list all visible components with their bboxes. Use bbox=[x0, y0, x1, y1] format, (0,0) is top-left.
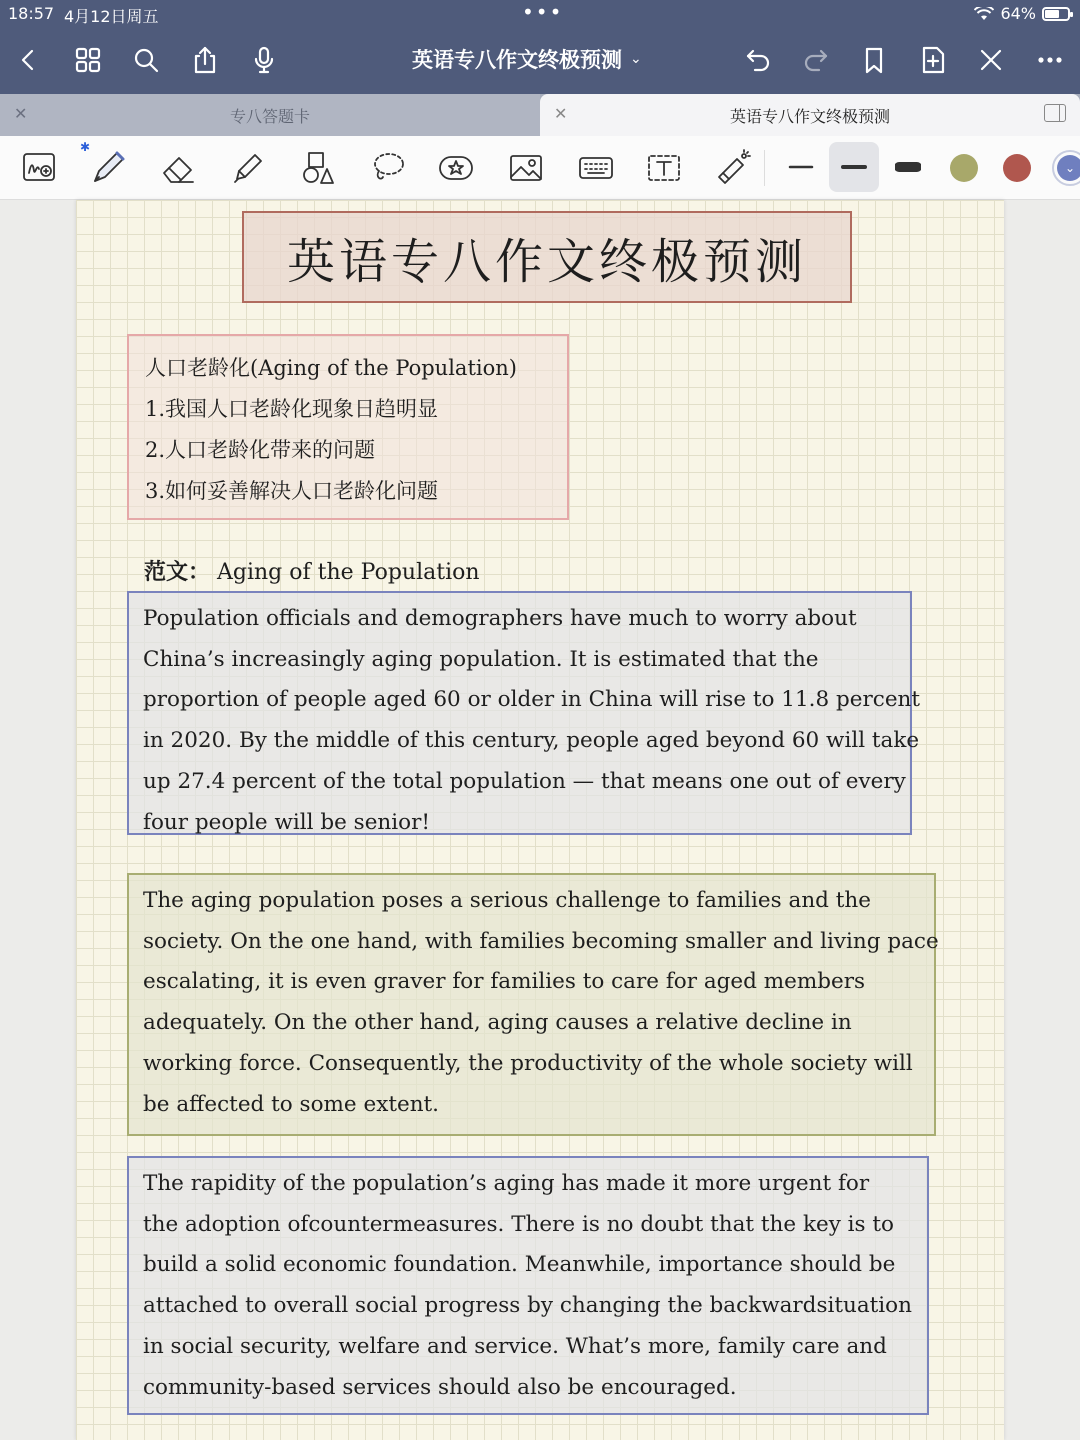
paragraph-line: society. On the one hand, with families becoming smaller and living pace bbox=[143, 928, 939, 954]
back-button[interactable] bbox=[8, 40, 48, 80]
paragraph-line: working force. Consequently, the productivity of the whole society will bbox=[143, 1050, 913, 1076]
document-title-menu[interactable] bbox=[412, 44, 642, 74]
search-button[interactable] bbox=[126, 40, 166, 80]
keyboard-icon bbox=[577, 149, 615, 187]
redo-button[interactable] bbox=[796, 40, 836, 80]
text-tool[interactable] bbox=[640, 144, 688, 192]
image-tool[interactable] bbox=[502, 144, 550, 192]
paragraph-box-1 bbox=[127, 591, 921, 835]
stroke-thin[interactable] bbox=[776, 142, 826, 192]
outline-line: 1.我国人口老龄化现象日趋明显 bbox=[145, 397, 439, 421]
pen-tool[interactable] bbox=[84, 144, 132, 192]
note-canvas[interactable] bbox=[0, 200, 1080, 1440]
sample-essay-heading bbox=[144, 555, 480, 586]
wifi-icon bbox=[974, 7, 994, 21]
tab-bar bbox=[0, 94, 1080, 136]
zoom-window-tool[interactable] bbox=[16, 144, 64, 192]
paragraph-line: The aging population poses a serious challenge to families and the bbox=[143, 888, 871, 913]
tab-label: 专八答题卡 bbox=[229, 106, 310, 126]
shapes-icon bbox=[299, 149, 337, 187]
zoom-handwriting-icon bbox=[21, 149, 59, 187]
outline-box bbox=[127, 334, 569, 520]
tab-essay-prediction[interactable] bbox=[540, 94, 1080, 136]
redo-icon bbox=[801, 45, 831, 75]
paragraph-line: adequately. On the other hand, aging causes a relative decline in bbox=[143, 1010, 852, 1036]
more-icon bbox=[1035, 45, 1065, 75]
medium-line-icon bbox=[841, 154, 867, 180]
paragraph-box-2 bbox=[127, 873, 939, 1136]
eraser-icon bbox=[159, 149, 197, 187]
paragraph-line: in social security, welfare and service. What’s more, family care and bbox=[143, 1333, 887, 1359]
battery-fill bbox=[1045, 10, 1059, 18]
paragraph-line: proportion of people aged 60 or older in China will rise to 11.8 percent bbox=[143, 687, 921, 713]
paragraph-line: Population officials and demographers have much to worry about bbox=[143, 606, 857, 631]
paragraph-line: attached to overall social progress by changing the backwardsituation bbox=[143, 1293, 912, 1319]
top-bar bbox=[0, 0, 1080, 94]
more-button[interactable] bbox=[1030, 40, 1070, 80]
shapes-tool[interactable] bbox=[294, 144, 342, 192]
status-time: 18:57 bbox=[8, 4, 55, 23]
add-page-button[interactable] bbox=[913, 40, 953, 80]
split-view-icon[interactable] bbox=[1044, 104, 1066, 122]
close-icon[interactable]: ✕ bbox=[554, 104, 568, 123]
add-page-icon bbox=[918, 45, 948, 75]
tab-label: 英语专八作文终极预测 bbox=[729, 106, 890, 126]
search-icon bbox=[131, 45, 161, 75]
undo-button[interactable] bbox=[738, 40, 778, 80]
sticker-icon bbox=[437, 149, 475, 187]
status-right bbox=[974, 4, 1070, 23]
sample-title: Aging of the Population bbox=[210, 560, 480, 585]
outline-line: 2.人口老龄化带来的问题 bbox=[145, 438, 376, 462]
paragraph-box-3 bbox=[127, 1156, 929, 1415]
lasso-icon bbox=[369, 149, 407, 187]
stroke-medium[interactable] bbox=[829, 142, 879, 192]
color-swatch-green[interactable] bbox=[950, 154, 978, 182]
multitasking-dots-icon[interactable]: ••• bbox=[522, 0, 564, 24]
battery-percent: 64% bbox=[1000, 4, 1036, 23]
chevron-down-icon: ⌄ bbox=[1057, 155, 1080, 181]
bluetooth-icon: ✱ bbox=[80, 140, 91, 154]
undo-icon bbox=[743, 45, 773, 75]
sticker-tool[interactable] bbox=[432, 144, 480, 192]
paragraph-line: China’s increasingly aging population. It is estimated that the bbox=[143, 646, 819, 672]
thin-line-icon bbox=[788, 154, 814, 180]
share-button[interactable] bbox=[185, 40, 225, 80]
laser-pointer-icon bbox=[713, 149, 751, 187]
document-title-box bbox=[242, 211, 852, 303]
pen-icon bbox=[89, 149, 127, 187]
color-swatch-red[interactable] bbox=[1003, 154, 1031, 182]
stroke-thick[interactable] bbox=[883, 142, 933, 192]
grid-view-button[interactable] bbox=[68, 40, 108, 80]
outline-line: 人口老龄化(Aging of the Population) bbox=[145, 356, 517, 380]
highlighter-tool[interactable] bbox=[224, 144, 272, 192]
eraser-tool[interactable] bbox=[154, 144, 202, 192]
paragraph-line: in 2020. By the middle of this century, people aged beyond 60 will take bbox=[143, 728, 920, 754]
paragraph-line: The rapidity of the population’s aging has made it more urgent for bbox=[143, 1171, 870, 1196]
share-icon bbox=[190, 45, 220, 75]
paragraph-line: the adoption ofcountermeasures. There is no doubt that the key is to bbox=[143, 1211, 894, 1237]
pen-close-icon bbox=[976, 45, 1006, 75]
tab-answer-sheet[interactable] bbox=[0, 94, 540, 136]
paragraph-line: escalating, it is even graver for families to care for aged members bbox=[143, 969, 866, 995]
microphone-icon bbox=[249, 45, 279, 75]
bookmark-icon bbox=[859, 45, 889, 75]
chevron-down-icon: ⌄ bbox=[630, 51, 642, 67]
toolbar-divider bbox=[764, 150, 765, 186]
status-date: 4月12日周五 bbox=[64, 7, 159, 26]
paragraph-line: four people will be senior! bbox=[143, 809, 431, 835]
microphone-button[interactable] bbox=[244, 40, 284, 80]
paragraph-line: community-based services should also be encouraged. bbox=[143, 1374, 737, 1400]
laser-pointer-tool[interactable] bbox=[708, 144, 756, 192]
outline-line: 3.如何妥善解决人口老龄化问题 bbox=[145, 479, 439, 503]
paragraph-line: build a solid economic foundation. Meanwhile, importance should be bbox=[143, 1252, 896, 1278]
keyboard-tool[interactable] bbox=[572, 144, 620, 192]
thick-line-icon bbox=[895, 154, 921, 180]
lasso-tool[interactable] bbox=[364, 144, 412, 192]
document-title: 英语专八作文终极预测 bbox=[412, 48, 622, 72]
close-editing-button[interactable] bbox=[971, 40, 1011, 80]
color-picker-button[interactable] bbox=[1052, 150, 1080, 186]
paragraph-line: be affected to some extent. bbox=[143, 1091, 440, 1117]
close-icon[interactable]: ✕ bbox=[14, 104, 28, 123]
text-box-icon bbox=[645, 149, 683, 187]
drawing-toolbar bbox=[0, 136, 1080, 200]
highlighter-icon bbox=[229, 149, 267, 187]
page-title: 英语专八作文终极预测 bbox=[286, 233, 807, 290]
bookmark-button[interactable] bbox=[854, 40, 894, 80]
chevron-left-icon bbox=[13, 45, 43, 75]
image-icon bbox=[507, 149, 545, 187]
grid-icon bbox=[73, 45, 103, 75]
sample-prefix: 范文： bbox=[144, 559, 211, 585]
paragraph-line: up 27.4 percent of the total population — that means one out of every bbox=[143, 768, 906, 794]
grid-paper-page[interactable] bbox=[76, 200, 1004, 1440]
battery-icon bbox=[1042, 7, 1070, 21]
